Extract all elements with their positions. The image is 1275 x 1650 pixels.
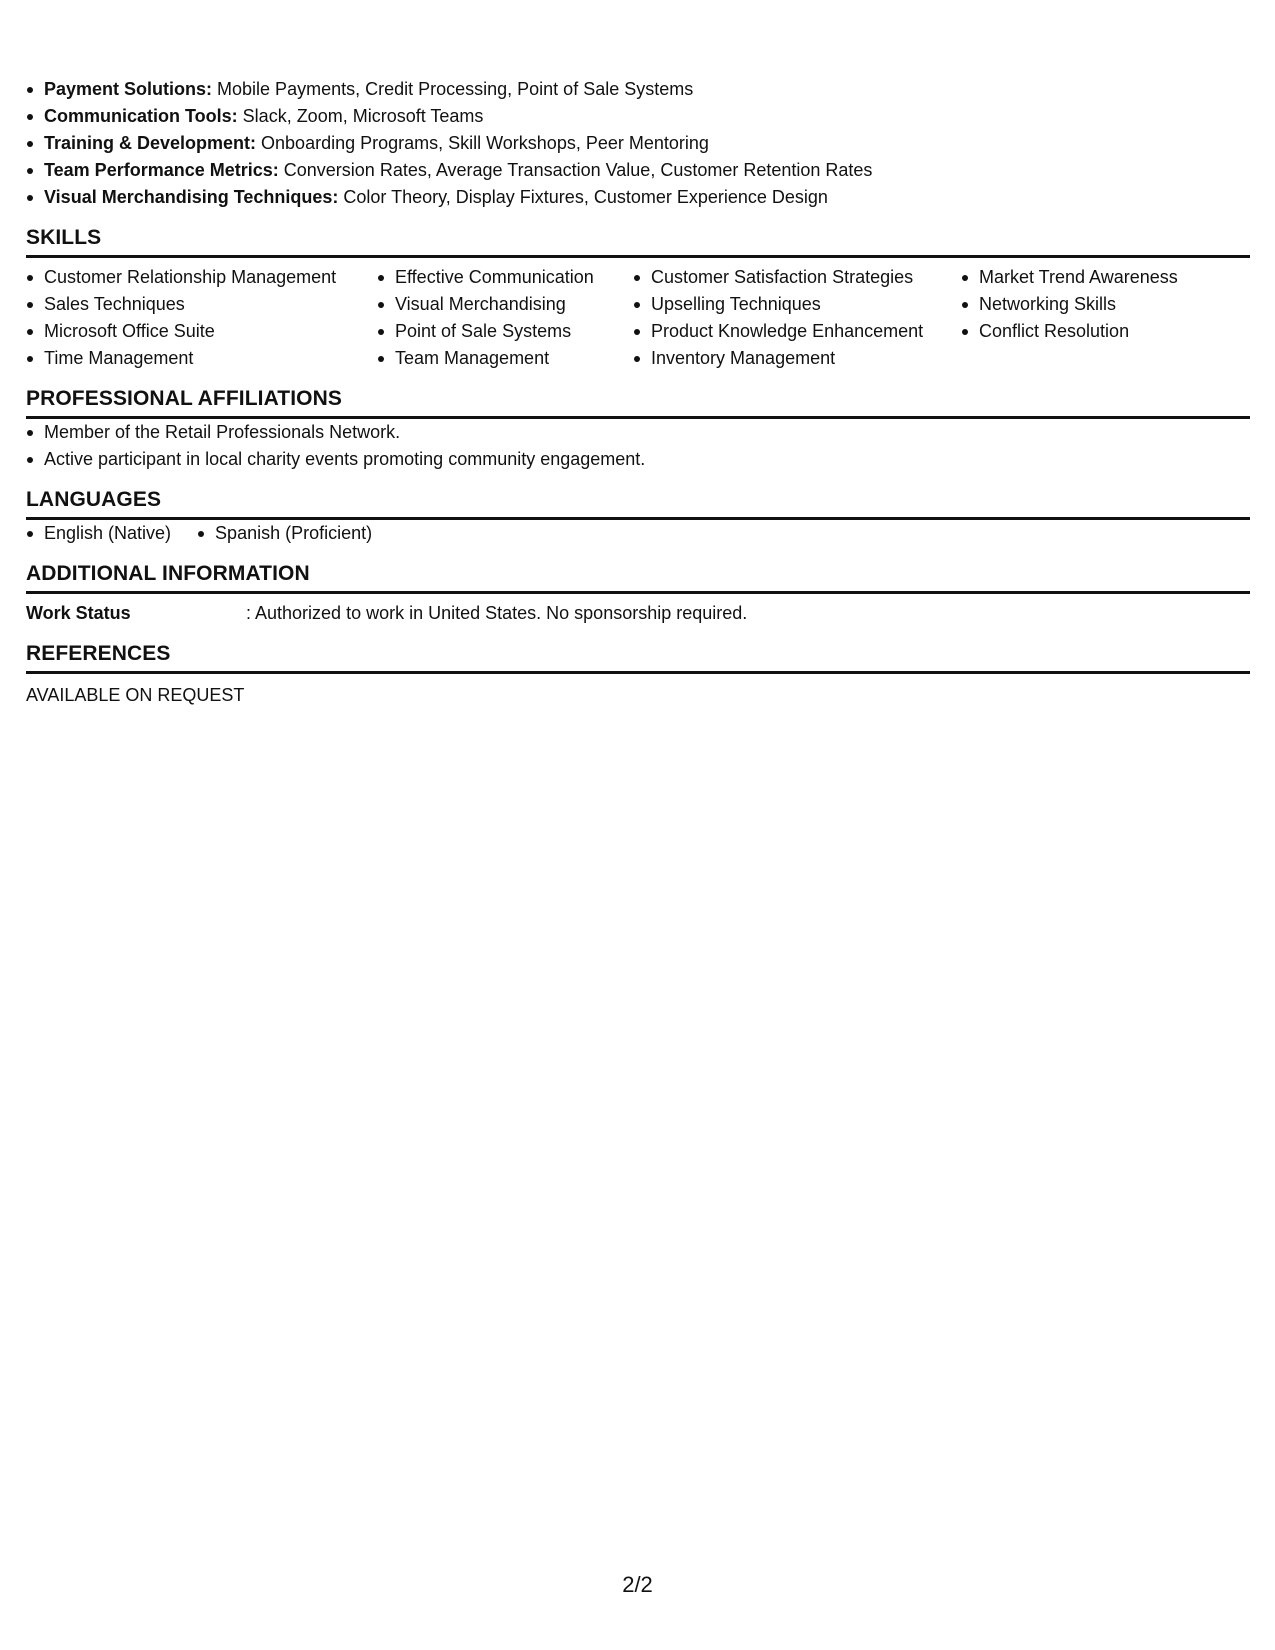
list-item <box>26 130 1250 157</box>
skill-item: Networking Skills <box>961 291 1231 318</box>
skill-item: Customer Satisfaction Strategies <box>633 264 961 291</box>
skill-item: Microsoft Office Suite <box>26 318 377 345</box>
list-item <box>26 157 1250 184</box>
list-item: Active participant in local charity events promoting community engagement. <box>26 446 1250 473</box>
list-item <box>26 76 1250 103</box>
technical-skills-list <box>26 76 1250 211</box>
work-status-label: Work Status <box>26 603 131 623</box>
item-label: Team Performance Metrics: <box>44 160 279 180</box>
references-heading: REFERENCES <box>26 627 1250 674</box>
item-value: Mobile Payments, Credit Processing, Point of Sale Systems <box>212 79 694 99</box>
references-text: AVAILABLE ON REQUEST <box>26 685 245 705</box>
skill-item: Sales Techniques <box>26 291 377 318</box>
item-value: Onboarding Programs, Skill Workshops, Peer Mentoring <box>256 133 709 153</box>
skills-grid <box>26 258 1250 372</box>
item-label: Visual Merchandising Techniques: <box>44 187 339 207</box>
skills-heading: SKILLS <box>26 211 1250 258</box>
skill-item: Product Knowledge Enhancement <box>633 318 961 345</box>
work-status-value: : Authorized to work in United States. No sponsorship required. <box>246 603 748 623</box>
affiliations-list <box>26 419 1250 473</box>
page-number: 2/2 <box>622 1572 653 1597</box>
additional-info-heading: ADDITIONAL INFORMATION <box>26 547 1250 594</box>
language-item: English (Native) <box>26 520 171 547</box>
item-label: Communication Tools: <box>44 106 238 126</box>
skill-item: Inventory Management <box>633 345 961 372</box>
language-item: Spanish (Proficient) <box>197 520 372 547</box>
languages-list <box>26 520 1250 547</box>
item-value: Conversion Rates, Average Transaction Value, Customer Retention Rates <box>278 160 873 180</box>
skills-column <box>961 264 1231 372</box>
skill-item: Upselling Techniques <box>633 291 961 318</box>
skill-item: Customer Relationship Management <box>26 264 377 291</box>
list-item: Member of the Retail Professionals Network. <box>26 419 1250 446</box>
affiliations-heading: PROFESSIONAL AFFILIATIONS <box>26 372 1250 419</box>
skills-column <box>26 264 377 372</box>
skill-item: Team Management <box>377 345 633 372</box>
skills-column <box>633 264 961 372</box>
skills-column <box>377 264 633 372</box>
item-value: Slack, Zoom, Microsoft Teams <box>237 106 484 126</box>
item-label: Payment Solutions: <box>44 79 213 99</box>
skill-item: Effective Communication <box>377 264 633 291</box>
languages-heading: LANGUAGES <box>26 473 1250 520</box>
work-status-row <box>26 594 1250 627</box>
resume-page <box>26 76 1250 709</box>
skill-item: Time Management <box>26 345 377 372</box>
skill-item: Conflict Resolution <box>961 318 1231 345</box>
list-item <box>26 103 1250 130</box>
item-label: Training & Development: <box>44 133 257 153</box>
item-value: Color Theory, Display Fixtures, Customer Experience Design <box>338 187 828 207</box>
skill-item: Market Trend Awareness <box>961 264 1231 291</box>
list-item <box>26 184 1250 211</box>
skill-item: Visual Merchandising <box>377 291 633 318</box>
skill-item: Point of Sale Systems <box>377 318 633 345</box>
